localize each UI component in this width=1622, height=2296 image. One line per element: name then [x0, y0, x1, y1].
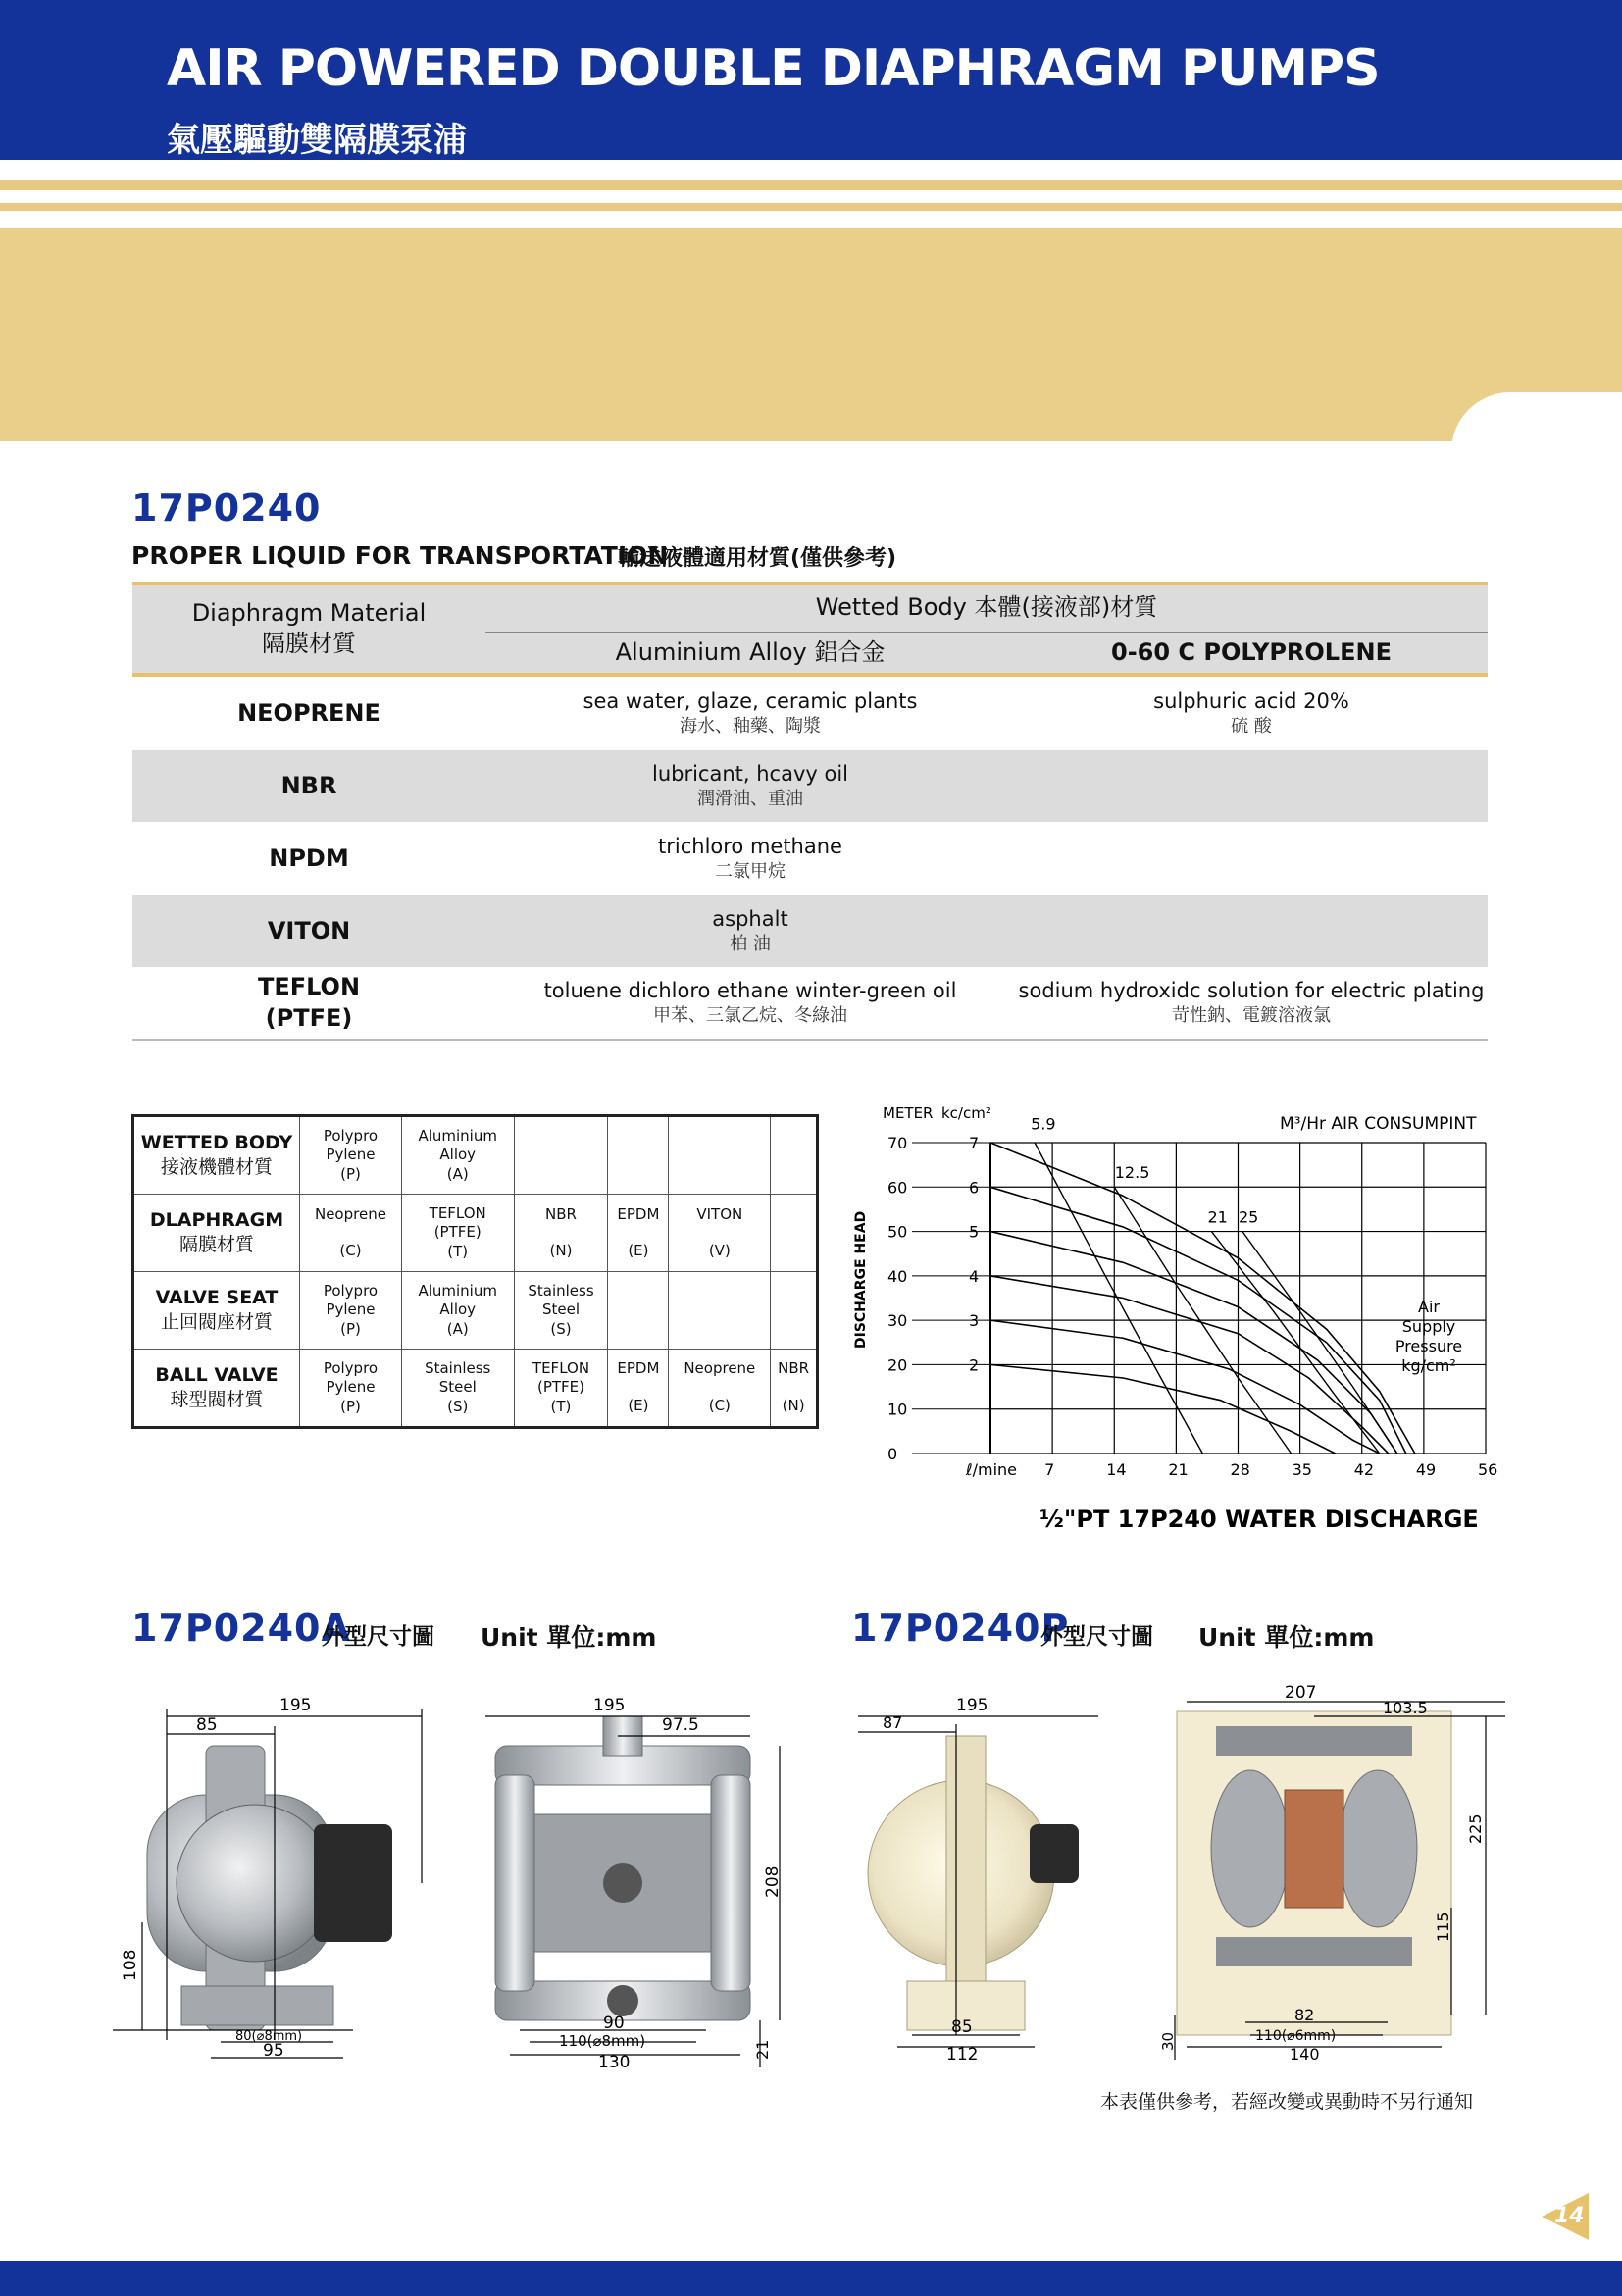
spec-cell	[608, 1271, 669, 1349]
dim-110-p: 110(⌀6mm)	[1255, 2028, 1337, 2044]
dims-p-unit: Unit 單位:mm	[1198, 1623, 1375, 1652]
pressure-curve	[990, 1143, 1415, 1454]
dim-208: 208	[763, 1865, 783, 1898]
material-row	[132, 677, 1488, 750]
dim-115: 115	[1434, 1912, 1452, 1942]
spec-cell-line	[300, 1224, 401, 1242]
spec-cell-line: (S)	[447, 1397, 469, 1415]
y-tick-label: 10	[887, 1400, 908, 1419]
material-row	[132, 822, 1488, 895]
spec-cell-line: (S)	[550, 1319, 572, 1338]
row-alu	[485, 677, 1015, 750]
section-heading-zh: 輸送液體適用材質(僅供參考)	[618, 546, 897, 571]
spec-cell	[300, 1195, 402, 1272]
diaphragm-cover	[177, 1805, 333, 1962]
pp-zh: 硫 酸	[1231, 716, 1272, 738]
spec-row-label	[133, 1271, 300, 1349]
left-diaphragm	[1211, 1770, 1290, 1927]
row-alu	[485, 895, 1015, 967]
page-subtitle: 氣壓驅動雙隔膜泵浦	[167, 121, 467, 160]
dim-108: 108	[121, 1949, 140, 1981]
dim-195b: 195	[593, 1696, 626, 1715]
spec-cell-line: (E)	[628, 1396, 649, 1414]
spec-cell-line: Polypro	[323, 1281, 379, 1300]
spec-cell-line: Aluminium	[418, 1281, 497, 1300]
right-chamber	[711, 1775, 750, 1991]
air-supply-label: Air Supply Pressure kg/cm²	[1394, 1298, 1463, 1375]
spec-cell-line: Pylene	[326, 1146, 376, 1164]
spec-cell-line: TEFLON	[532, 1358, 590, 1377]
spec-cell-line: (N)	[549, 1242, 573, 1260]
model-17p0240a: 17P0240A	[131, 1607, 351, 1650]
spec-label-zh: 球型閥材質	[170, 1388, 264, 1410]
dims-a-label: 外型尺寸圖	[322, 1624, 434, 1650]
spec-cell-line: Steel	[541, 1301, 580, 1319]
y2-tick-label: 4	[969, 1266, 980, 1286]
pressure-curve	[990, 1232, 1397, 1454]
spec-cell	[608, 1195, 669, 1272]
base-foot	[181, 1986, 333, 2025]
spec-cell-line: (T)	[550, 1397, 572, 1415]
dim-207: 207	[1285, 1683, 1317, 1703]
spec-cell-line: (P)	[340, 1164, 361, 1183]
spec-cell-line: (A)	[446, 1164, 469, 1183]
spec-cell-line	[608, 1379, 668, 1397]
spec-cell	[669, 1116, 771, 1195]
x-tick-label: 21	[1168, 1460, 1189, 1479]
dim-30: 30	[1159, 2031, 1177, 2051]
y-tick-label: 20	[887, 1355, 908, 1375]
pp-en: sulphuric acid 20%	[1153, 689, 1349, 714]
spec-cell	[300, 1116, 402, 1195]
row-pp	[1015, 750, 1488, 822]
pp-en: sodium hydroxidc solution for electric plating	[1018, 979, 1485, 1003]
x-tick-label: 35	[1292, 1460, 1312, 1479]
spec-row-label	[133, 1349, 300, 1427]
chart-svg	[843, 1098, 1510, 1540]
spec-row-label	[133, 1195, 300, 1272]
y-axis-label: DISCHARGE HEAD	[853, 1210, 869, 1349]
spec-cell	[300, 1349, 402, 1427]
x-tick-label: 56	[1478, 1460, 1498, 1479]
air-consumption-label: M³/Hr AIR CONSUMPINT	[1280, 1114, 1477, 1134]
spec-cell	[300, 1271, 402, 1349]
spec-cell	[669, 1271, 771, 1349]
air-inlet	[603, 1863, 642, 1903]
air-consumption-value: 21	[1207, 1207, 1228, 1227]
spec-cell	[771, 1271, 818, 1349]
spec-row	[133, 1271, 818, 1349]
spec-row-label	[133, 1116, 300, 1195]
spec-cell-line: Polypro	[323, 1126, 379, 1145]
water-discharge-chart	[843, 1098, 1510, 1540]
spec-cell-line: Alloy	[439, 1301, 477, 1319]
spec-cell-line: Aluminium	[418, 1126, 497, 1145]
row-name-1: TEFLON	[257, 973, 361, 1001]
material-header-row	[132, 585, 1488, 632]
y-unit-left: METER	[883, 1104, 934, 1122]
spec-label-en: VALVE SEAT	[155, 1287, 279, 1309]
dim-21: 21	[753, 2039, 772, 2060]
material-row	[132, 750, 1488, 822]
spec-cell-line: (N)	[782, 1396, 805, 1414]
header-banner	[0, 0, 1622, 160]
pump-p-side-drawing	[853, 1687, 1118, 2060]
spec-cell	[401, 1195, 514, 1272]
spec-cell	[401, 1271, 514, 1349]
inlet-port	[607, 1985, 638, 2016]
muffler-port	[314, 1824, 392, 1942]
row-name: NBR	[280, 771, 337, 799]
y-tick-label: 50	[887, 1222, 908, 1242]
spec-cell	[401, 1349, 514, 1427]
spec-cell-line	[771, 1379, 816, 1397]
dim-110: 110(⌀8mm)	[559, 2032, 646, 2050]
y-tick-label: 70	[887, 1134, 908, 1152]
left-chamber	[495, 1775, 534, 1991]
gold-band-curve	[1451, 392, 1622, 451]
y2-tick-label: 6	[969, 1178, 980, 1198]
alu-zh: 潤滑油、重油	[697, 789, 803, 810]
spec-cell-line: Steel	[438, 1378, 477, 1397]
spec-label-en: WETTED BODY	[140, 1132, 293, 1154]
spec-cell-line: Neoprene	[684, 1359, 756, 1378]
dim-90: 90	[603, 2014, 625, 2033]
air-consumption-value: 5.9	[1031, 1114, 1056, 1134]
spec-cell-line	[515, 1224, 608, 1242]
alu-en: lubricant, hcavy oil	[651, 762, 849, 787]
spec-cell-line	[669, 1379, 770, 1397]
bolt-row-top	[1216, 1726, 1412, 1756]
spec-cell-line: Stainless	[425, 1358, 491, 1377]
material-table	[132, 585, 1488, 1041]
spec-cell-line: Alloy	[439, 1146, 477, 1164]
row-alu	[485, 750, 1015, 822]
material-row	[132, 967, 1488, 1040]
dim-195: 195	[279, 1696, 312, 1715]
spec-cell-line: (PTFE)	[536, 1378, 584, 1397]
dim-140: 140	[1290, 2045, 1320, 2064]
alu-en: trichloro methane	[658, 835, 842, 859]
pump-a-front-drawing	[476, 1687, 809, 2069]
spec-cell	[771, 1116, 818, 1195]
page-number: 14	[1554, 2204, 1585, 2228]
spec-cell-line: TEFLON	[429, 1203, 486, 1222]
row-alu	[485, 967, 1015, 1040]
spec-cell	[514, 1349, 608, 1427]
spec-cell-line: (E)	[628, 1242, 649, 1260]
dim-85-p: 85	[951, 2017, 973, 2037]
x-axis-label: ℓ/mine	[966, 1460, 1018, 1479]
alu-en: toluene dichloro ethane winter-green oil	[543, 979, 957, 1003]
spec-cell	[771, 1195, 818, 1272]
spec-cell-line: (PTFE)	[433, 1223, 482, 1242]
model-17p0240: 17P0240	[131, 486, 322, 530]
spec-cell-line: EPDM	[617, 1359, 660, 1378]
spec-cell-line: (A)	[446, 1319, 469, 1338]
spec-cell-line: Neoprene	[314, 1204, 386, 1223]
spec-cell-line: NBR	[778, 1359, 810, 1378]
section-heading-en: PROPER LIQUID FOR TRANSPORTATION	[131, 541, 669, 570]
dim-80: 80(⌀8mm)	[235, 2029, 303, 2044]
row-pp	[1015, 967, 1488, 1040]
y2-tick-label: 3	[969, 1311, 980, 1331]
spec-cell-line: (C)	[708, 1396, 731, 1414]
spec-cell-line: VITON	[696, 1204, 743, 1223]
spec-table	[131, 1114, 819, 1429]
center-section-pp	[1285, 1790, 1343, 1908]
row-name	[132, 967, 485, 1040]
row-name: VITON	[267, 916, 351, 944]
y2-tick-label: 7	[969, 1134, 980, 1152]
pump-a-side-drawing	[108, 1687, 441, 2060]
dims-a-unit: Unit 單位:mm	[481, 1623, 657, 1652]
pp-zh: 苛性鈉、電鍍溶液氯	[1172, 1005, 1331, 1027]
dim-85: 85	[196, 1715, 218, 1735]
y-tick-label: 0	[887, 1445, 898, 1463]
alu-zh: 柏 油	[730, 934, 771, 955]
x-tick-label: 28	[1230, 1460, 1250, 1479]
page-title: AIR POWERED DOUBLE DIAPHRAGM PUMPS	[167, 39, 1380, 98]
air-consumption-curve	[1211, 1232, 1379, 1454]
x-tick-label: 49	[1415, 1460, 1437, 1479]
spec-cell	[608, 1349, 669, 1427]
spec-row	[133, 1349, 818, 1427]
gold-band	[0, 228, 1622, 441]
dim-225: 225	[1466, 1813, 1485, 1844]
spec-cell-line: (P)	[340, 1319, 361, 1338]
y2-tick-label: 2	[969, 1355, 980, 1375]
spec-cell	[771, 1349, 818, 1427]
dim-82: 82	[1294, 2006, 1315, 2024]
dims-p-label: 外型尺寸圖	[1040, 1624, 1153, 1650]
right-diaphragm	[1339, 1770, 1417, 1927]
row-pp	[1015, 677, 1488, 750]
spec-cell	[608, 1116, 669, 1195]
dim-103-5: 103.5	[1383, 1699, 1428, 1717]
col-wetted-body: Wetted Body 本體(接液部)材質	[485, 585, 1488, 632]
stripe-1	[0, 180, 1622, 190]
spec-cell	[514, 1271, 608, 1349]
alu-zh: 甲苯、三氯乙烷、冬綠油	[653, 1005, 847, 1027]
row-name: NPDM	[269, 843, 349, 872]
air-consumption-value: 25	[1239, 1207, 1259, 1227]
dim-130: 130	[598, 2053, 631, 2069]
dim-112: 112	[946, 2045, 979, 2060]
spec-label-en: DLAPHRAGM	[149, 1209, 284, 1232]
chart-title: ½"PT 17P240 WATER DISCHARGE	[1039, 1505, 1479, 1533]
col-aluminium: Aluminium Alloy 鋁合金	[615, 638, 886, 666]
y-unit-right: kc/cm²	[941, 1104, 991, 1122]
model-17p0240p: 17P0240P	[851, 1607, 1070, 1650]
row-name: NEOPRENE	[237, 698, 380, 727]
pump-p-front-drawing	[1157, 1682, 1520, 2065]
spec-row	[133, 1116, 818, 1195]
air-consumption-value: 12.5	[1114, 1163, 1150, 1183]
spec-cell-line	[669, 1224, 770, 1242]
spec-label-zh: 隔膜材質	[178, 1234, 254, 1256]
spec-label-zh: 止回閥座材質	[160, 1310, 273, 1333]
spec-cell	[401, 1116, 514, 1195]
col-diaphragm-zh: 隔膜材質	[262, 630, 356, 657]
alu-en: asphalt	[712, 907, 788, 932]
x-tick-label: 14	[1106, 1460, 1127, 1479]
spec-row	[133, 1195, 818, 1272]
row-pp	[1015, 895, 1488, 967]
spec-label-zh: 接液機體材質	[160, 1156, 273, 1179]
y-tick-label: 40	[887, 1266, 908, 1286]
spec-label-en: BALL VALVE	[155, 1364, 279, 1387]
dim-87: 87	[883, 1713, 903, 1732]
muffler-port-pp	[1030, 1824, 1079, 1883]
x-tick-label: 42	[1353, 1460, 1375, 1479]
y-tick-label: 30	[887, 1311, 908, 1331]
alu-en: sea water, glaze, ceramic plants	[583, 689, 918, 714]
stripe-2	[0, 203, 1622, 211]
center-block-pp	[946, 1736, 986, 2020]
pressure-curve	[990, 1320, 1380, 1454]
spec-cell-line	[608, 1224, 668, 1242]
bolt-row-bottom	[1216, 1937, 1412, 1966]
spec-cell-line: Pylene	[326, 1301, 376, 1319]
spec-cell	[669, 1195, 771, 1272]
spec-cell	[514, 1195, 608, 1272]
spec-cell-line: (V)	[708, 1242, 731, 1260]
spec-cell	[514, 1116, 608, 1195]
alu-zh: 二氯甲烷	[715, 861, 786, 883]
spec-cell-line: (C)	[339, 1242, 362, 1260]
y2-tick-label: 5	[969, 1222, 980, 1242]
y-tick-label: 60	[887, 1178, 908, 1198]
col-diaphragm	[132, 585, 485, 673]
dim-195-p: 195	[956, 1696, 988, 1715]
disclaimer-note: 本表僅供參考，若經改變或異動時不另行通知	[1100, 2091, 1474, 2113]
row-pp	[1015, 822, 1488, 895]
row-name-2: (PTFE)	[265, 1003, 353, 1032]
alu-zh: 海水、釉藥、陶漿	[680, 716, 821, 738]
col-polypropylene: 0-60 C POLYPROLENE	[1111, 638, 1392, 666]
material-row	[132, 895, 1488, 967]
spec-cell-line: (P)	[340, 1397, 361, 1415]
spec-cell-line: Stainless	[528, 1281, 594, 1300]
spec-cell-line: (T)	[447, 1242, 469, 1260]
dim-95: 95	[263, 2041, 284, 2060]
col-diaphragm-en: Diaphragm Material	[191, 598, 427, 627]
spec-cell-line: EPDM	[617, 1204, 660, 1223]
footer-bar	[0, 2261, 1622, 2296]
row-alu	[485, 822, 1015, 895]
spec-cell-line: Polypro	[323, 1358, 379, 1377]
spec-cell-line: Pylene	[326, 1378, 376, 1397]
spec-cell-line: NBR	[545, 1204, 577, 1223]
x-tick-label: 7	[1044, 1460, 1055, 1479]
dim-97-5: 97.5	[662, 1715, 699, 1735]
spec-cell	[669, 1349, 771, 1427]
